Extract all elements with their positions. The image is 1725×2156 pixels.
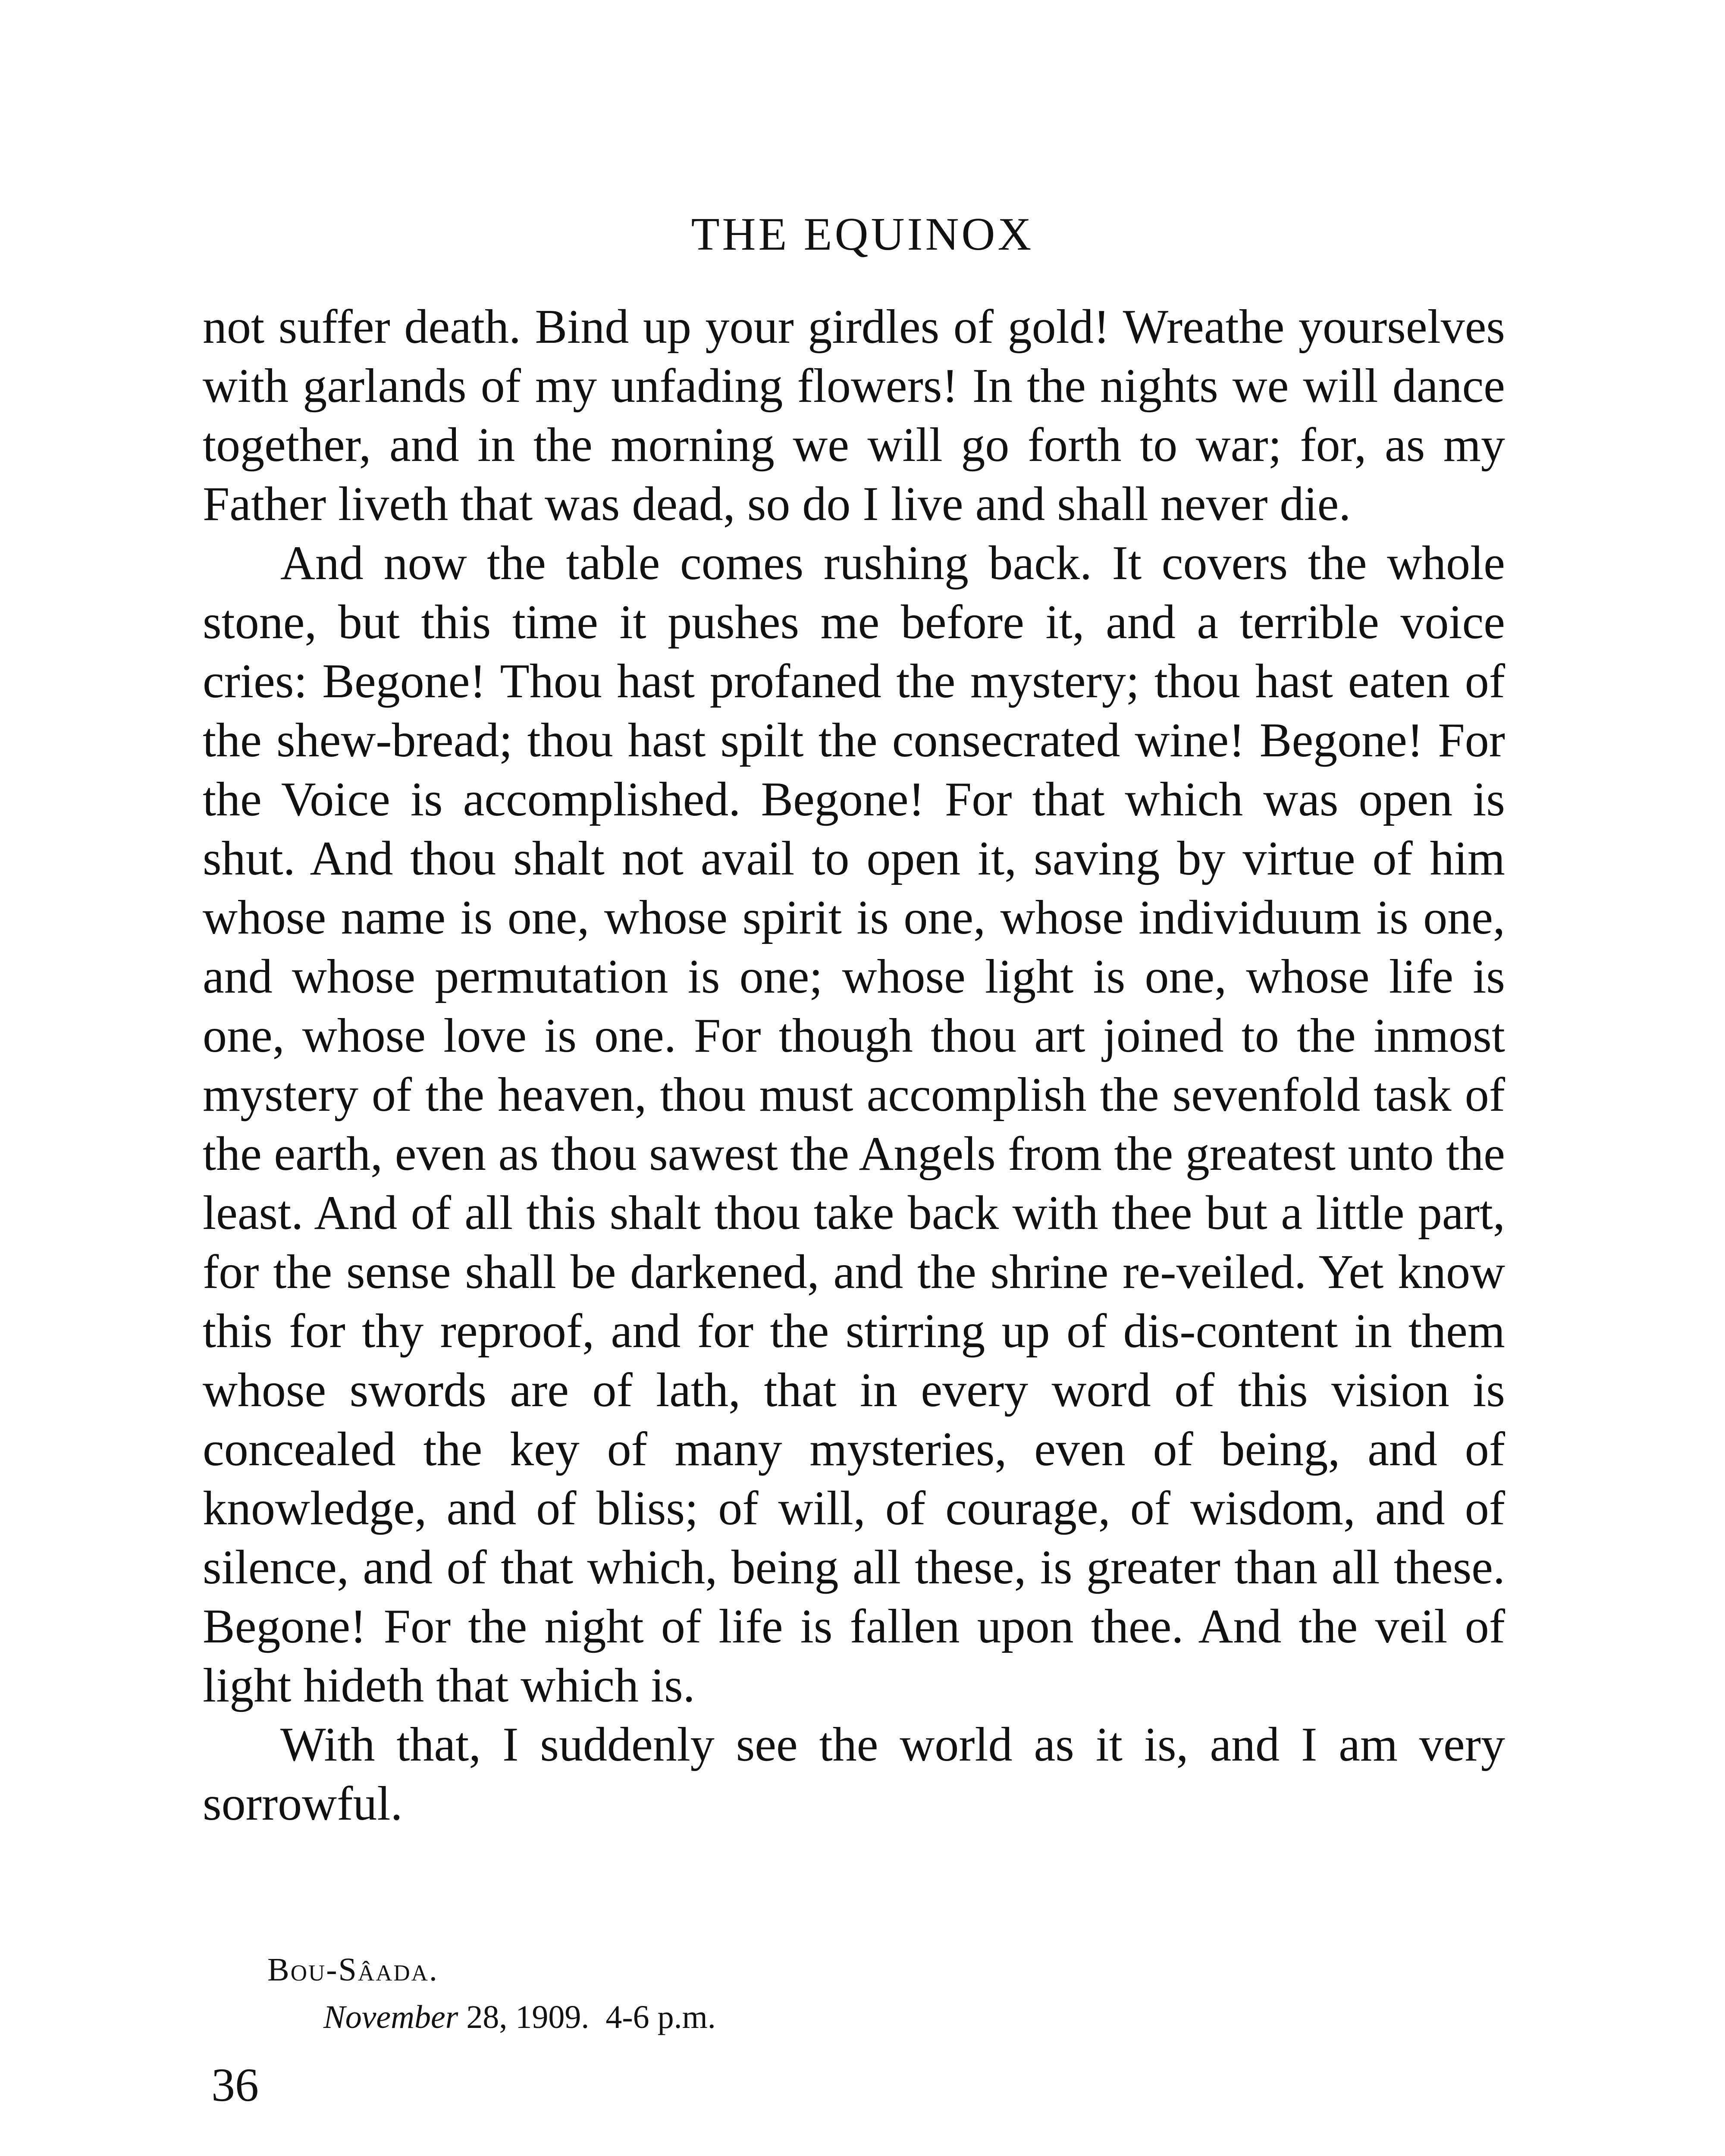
date-month: November — [323, 1999, 458, 2035]
paragraph-continued: not suffer death. Bind up your girdles of gold! Wreathe yourselves with garlands of my unfading flowers! In the nights we will dance together, and in the morning we will go forth to war; for, as my Father liveth that was dead, so do I live and shall never die. — [203, 300, 1505, 531]
paragraph-closing: With that, I suddenly see the world as it is, and I am very sorrowful. — [203, 1718, 1505, 1830]
place-name: Bou-Sâada. — [267, 1952, 439, 1988]
body-text — [203, 298, 1505, 1833]
time-range: 4-6 p.m. — [605, 1999, 716, 2035]
page-number: 36 — [211, 2059, 259, 2111]
dateline — [323, 2001, 716, 2034]
date-day-year: 28, 1909. — [466, 1999, 590, 2035]
running-title: THE EQUINOX — [691, 209, 1034, 260]
paragraph-table-vision: And now the table comes rushing back. It covers the whole stone, but this time it pushes me before it, and a terrible voice cries: Begone! Thou hast profaned the mystery; thou hast eaten of the shew-bread; thou hast spilt the consecrated wine! Begone! For the Voice is accomplished. Begone! For that which was open is shut. And thou shalt not avail to open it, saving by virtue of him whose name is one, whose spirit is one, whose individuum is one, and whose permutation is one; whose light is one, whose life is one, whose love is one. For though thou art joined to the inmost mystery of the heaven, thou must accomplish the sevenfold task of the earth, even as thou sawest the Angels from the greatest unto the least. And of all this shalt thou take back with thee but a little part, for the sense shall be darkened, and the shrine re-veiled. Yet know this for thy reproof, and for the stirring up of dis-content in them whose swords are of lath, that in every word of this vision is concealed the key of many mysteries, even of being, and of knowledge, and of bliss; of will, of courage, of wisdom, and of silence, and of that which, being all these, is greater than all these. Begone! For the night of life is fallen upon thee. And the veil of light hideth that which is. — [203, 536, 1505, 1712]
place-signature — [267, 1953, 439, 1986]
